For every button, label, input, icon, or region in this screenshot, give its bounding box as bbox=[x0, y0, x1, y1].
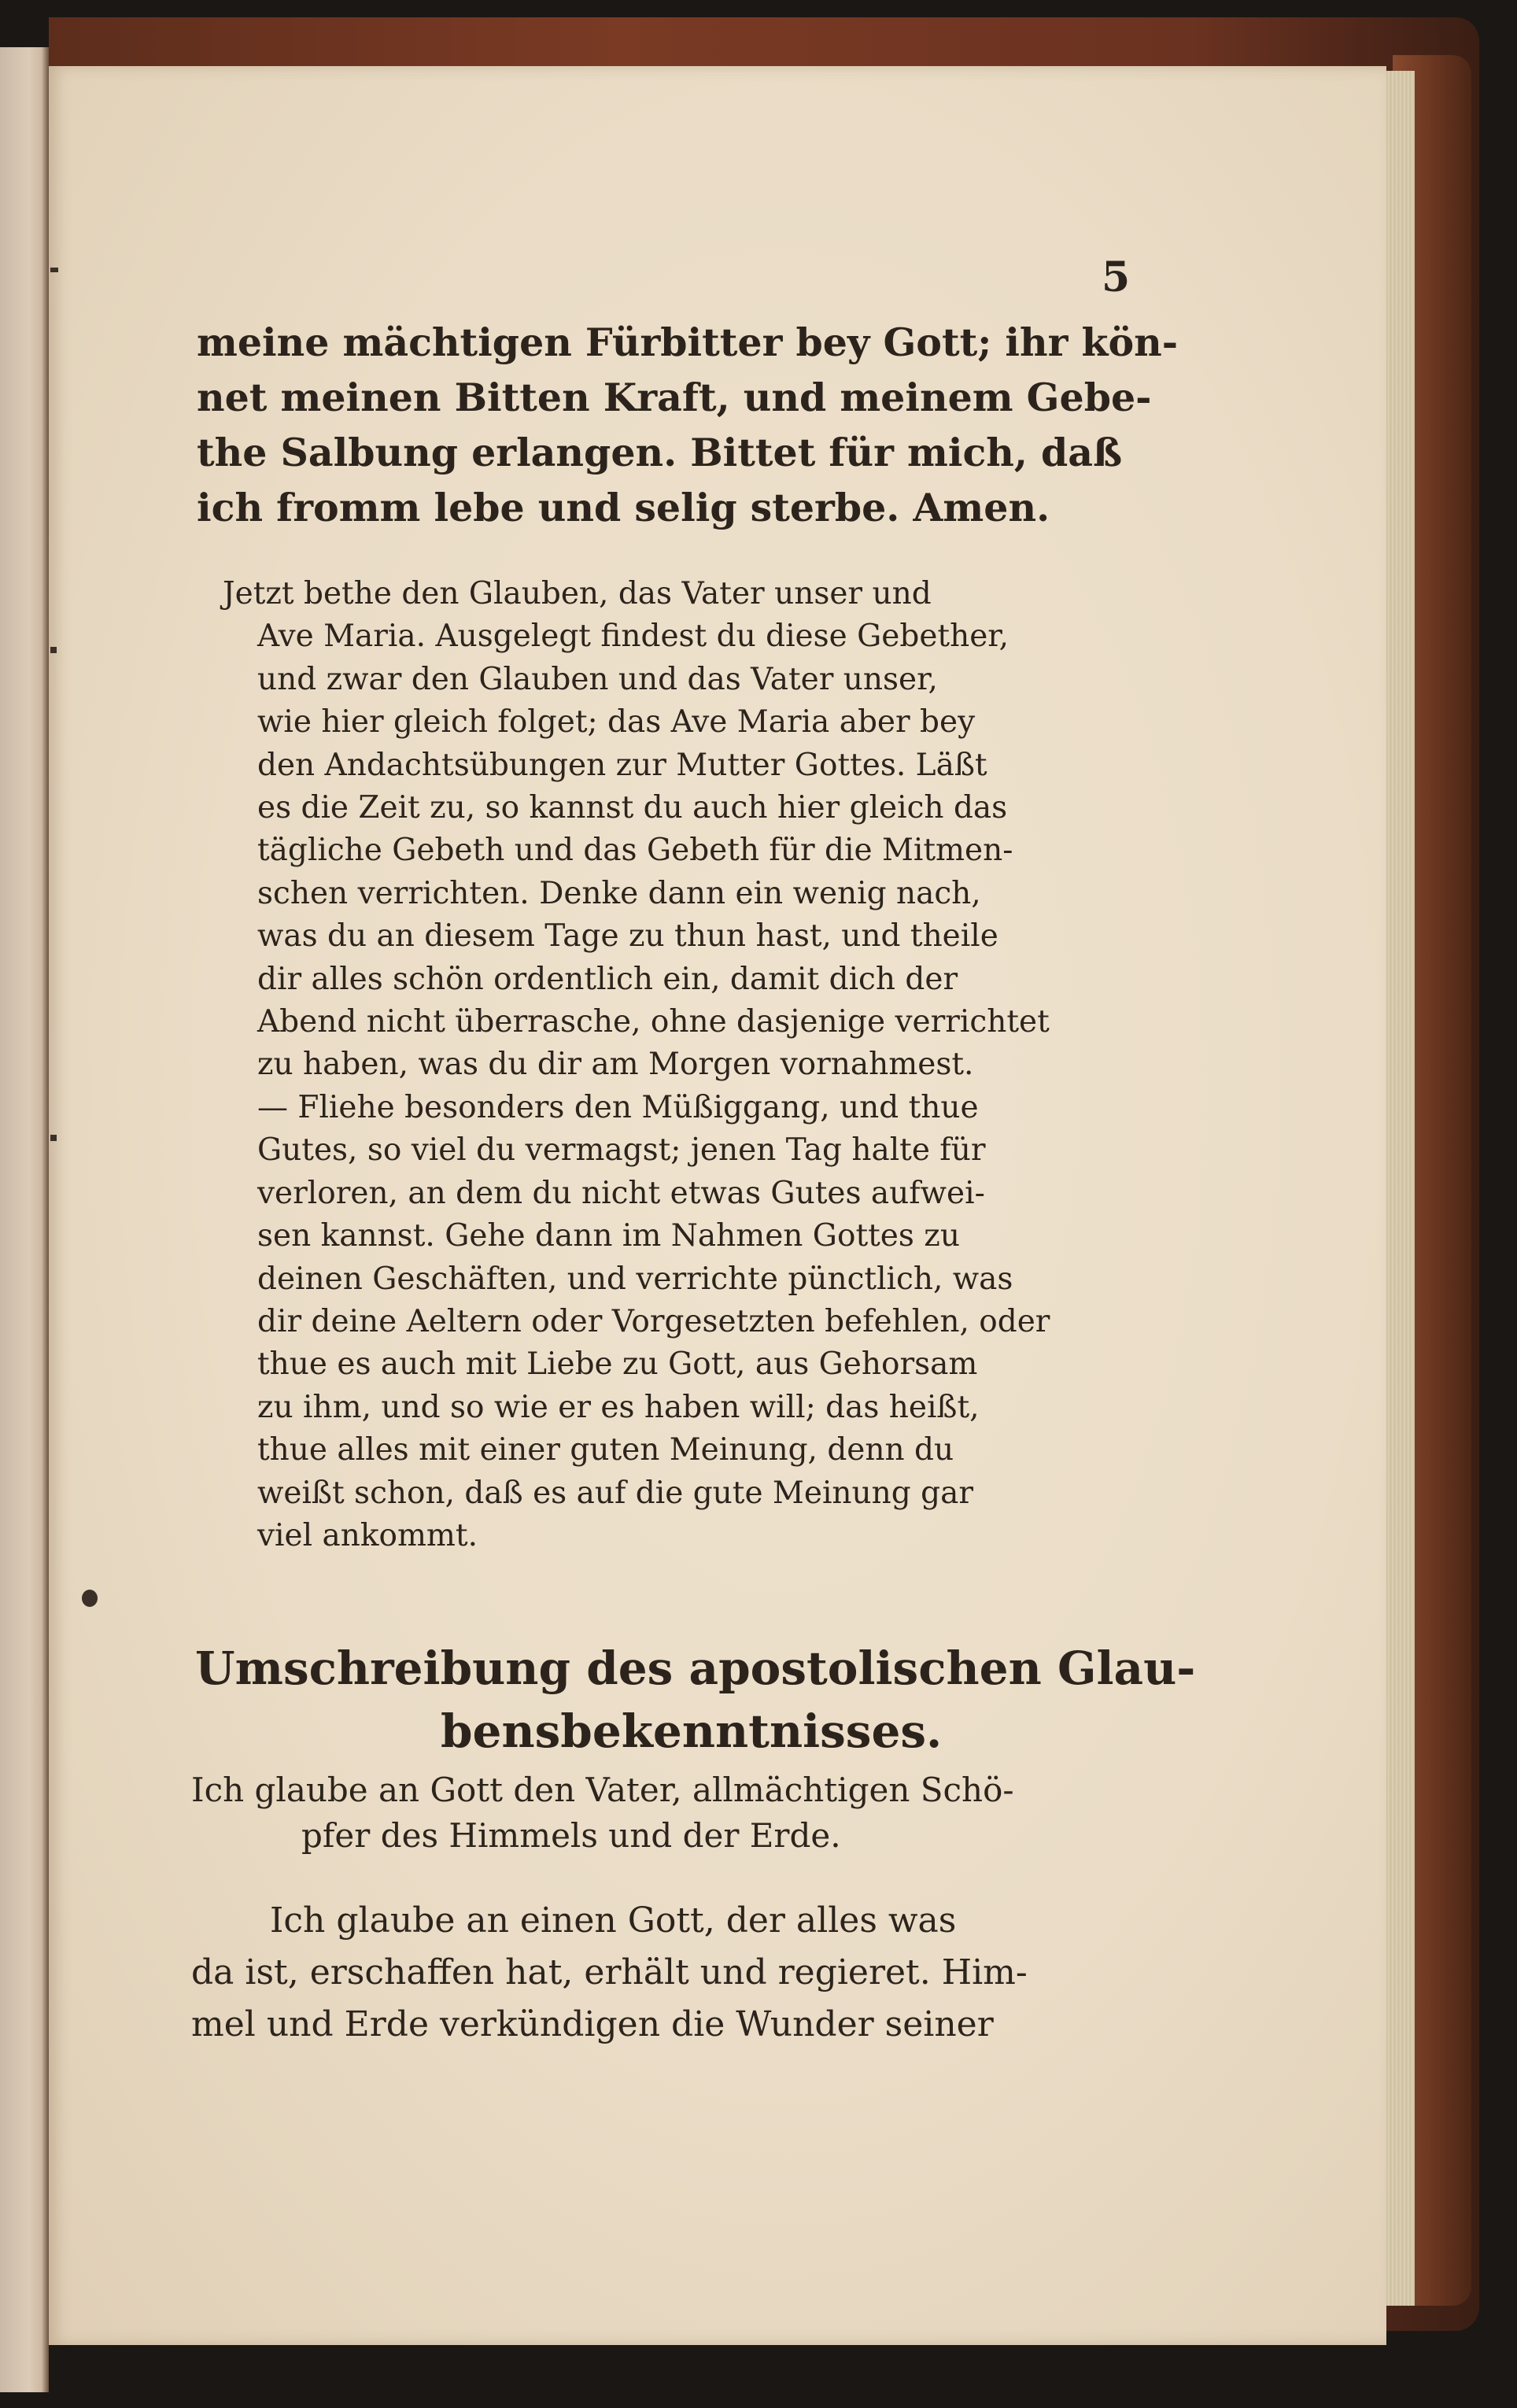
text-line: pfer des Himmels und der Erde. bbox=[301, 1816, 841, 1855]
margin-mark bbox=[50, 647, 57, 653]
text-line: dir deine Aeltern oder Vorgesetzten befehlen, oder bbox=[257, 1303, 1050, 1339]
text-line: wie hier gleich folget; das Ave Maria aber bey bbox=[257, 704, 976, 740]
text-line: viel ankommt. bbox=[257, 1517, 478, 1553]
text-line: Abend nicht überrasche, ohne dasjenige verrichtet bbox=[257, 1004, 1050, 1040]
text-line: zu ihm, und so wie er es haben will; das heißt, bbox=[257, 1389, 980, 1425]
text-line: — Fliehe besonders den Müßiggang, und thue bbox=[257, 1089, 979, 1125]
text-line: sen kannst. Gehe dann im Nahmen Gottes zu bbox=[257, 1218, 960, 1254]
prayer-paragraph bbox=[197, 315, 1179, 535]
creed-article bbox=[191, 1767, 1128, 1859]
text-line: thue alles mit einer guten Meinung, denn du bbox=[257, 1432, 954, 1468]
text-line: deinen Geschäften, und verrichte pünctlich, was bbox=[257, 1261, 1013, 1297]
margin-mark bbox=[50, 1135, 57, 1141]
text-line: und zwar den Glauben und das Vater unser, bbox=[257, 661, 938, 697]
facing-page-edge bbox=[0, 47, 49, 2392]
text-line: Gutes, so viel du vermagst; jenen Tag halte für bbox=[257, 1132, 986, 1169]
text-line: zu haben, was du dir am Morgen vornahmest. bbox=[257, 1047, 974, 1083]
text-line: was du an diesem Tage zu thun hast, und theile bbox=[257, 918, 998, 955]
text-line: verloren, an dem du nicht etwas Gutes aufwei- bbox=[257, 1175, 985, 1211]
text-line: dir alles schön ordentlich ein, damit dich der bbox=[257, 961, 958, 997]
text-line: tägliche Gebeth und das Gebeth für die Mitmen- bbox=[257, 833, 1013, 869]
text-line: es die Zeit zu, so kannst du auch hier gleich das bbox=[257, 790, 1008, 826]
text-line: Ich glaube an einen Gott, der alles was bbox=[270, 1900, 957, 1941]
text-line: Ave Maria. Ausgelegt findest du diese Gebether, bbox=[257, 619, 1009, 655]
text-line: da ist, erschaffen hat, erhält und regieret. Him- bbox=[191, 1952, 1028, 1993]
margin-mark bbox=[82, 1590, 98, 1607]
heading-line: bensbekenntnisses. bbox=[441, 1704, 943, 1758]
page-stack-edge bbox=[1385, 71, 1415, 2306]
text-line: meine mächtigen Fürbitter bey Gott; ihr kön- bbox=[197, 319, 1179, 365]
text-line: weißt schon, daß es auf die gute Meinung gar bbox=[257, 1475, 973, 1511]
margin-mark bbox=[50, 268, 58, 272]
section-heading bbox=[195, 1637, 1196, 1763]
text-line: net meinen Bitten Kraft, und meinem Gebe- bbox=[197, 375, 1152, 420]
text-line: the Salbung erlangen. Bittet für mich, daß bbox=[197, 430, 1123, 475]
text-line: mel und Erde verkündigen die Wunder seiner bbox=[191, 2004, 994, 2044]
page-number: 5 bbox=[1102, 253, 1131, 301]
text-line: Jetzt bethe den Glauben, das Vater unser und bbox=[223, 576, 932, 611]
text-line: schen verrichten. Denke dann ein wenig nach, bbox=[257, 875, 981, 911]
text-line: ich fromm lebe und selig sterbe. Amen. bbox=[197, 485, 1050, 530]
instruction-paragraph bbox=[223, 573, 1128, 1557]
text-line: Ich glaube an Gott den Vater, allmächtigen Schö- bbox=[191, 1771, 1014, 1809]
text-line: thue es auch mit Liebe zu Gott, aus Gehorsam bbox=[257, 1346, 978, 1383]
heading-line: Umschreibung des apostolischen Glau- bbox=[195, 1642, 1196, 1695]
text-line: den Andachtsübungen zur Mutter Gottes. Läßt bbox=[257, 747, 987, 783]
body-paragraph bbox=[191, 1895, 1128, 2051]
